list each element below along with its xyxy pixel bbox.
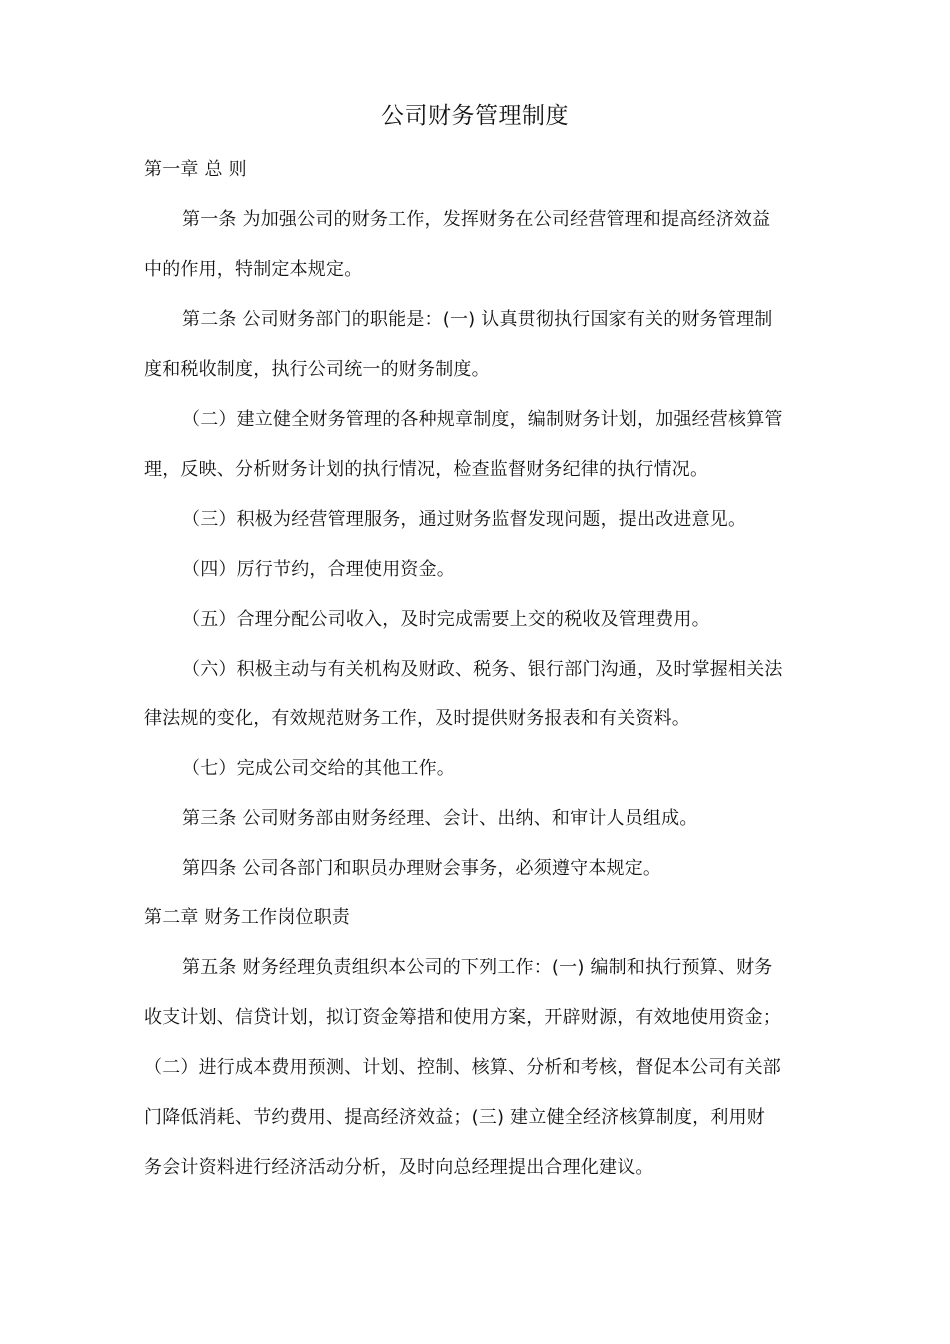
article-3-line: 第三条 公司财务部由财务经理、会计、出纳、和审计人员组成。 bbox=[182, 808, 698, 829]
item-6-line-2: 律法规的变化，有效规范财务工作，及时提供财务报表和有关资料。 bbox=[144, 708, 690, 729]
item-7-line: （七）完成公司交给的其他工作。 bbox=[182, 758, 455, 779]
article-5-line-5: 务会计资料进行经济活动分析，及时向总经理提出合理化建议。 bbox=[144, 1157, 654, 1178]
chapter-heading-1: 第一章 总 则 bbox=[144, 159, 247, 180]
item-2-line-2: 理，反映、分析财务计划的执行情况，检查监督财务纪律的执行情况。 bbox=[144, 459, 709, 480]
item-6-line-1: （六）积极主动与有关机构及财政、税务、银行部门沟通，及时掌握相关法 bbox=[182, 659, 783, 680]
item-4-line: （四）厉行节约，合理使用资金。 bbox=[182, 559, 455, 580]
article-5-line-1: 第五条 财务经理负责组织本公司的下列工作：(一) 编制和执行预算、财务 bbox=[182, 957, 773, 978]
article-1-line-2: 中的作用，特制定本规定。 bbox=[144, 259, 363, 280]
article-4-line: 第四条 公司各部门和职员办理财会事务，必须遵守本规定。 bbox=[182, 858, 662, 879]
item-3-line: （三）积极为经营管理服务，通过财务监督发现问题，提出改进意见。 bbox=[182, 509, 747, 530]
article-2-line-1: 第二条 公司财务部门的职能是：(一) 认真贯彻执行国家有关的财务管理制 bbox=[182, 309, 773, 330]
article-5-line-2: 收支计划、信贷计划，拟订资金筹措和使用方案，开辟财源，有效地使用资金； bbox=[144, 1007, 781, 1028]
item-2-line-1: （二）建立健全财务管理的各种规章制度，编制财务计划，加强经营核算管 bbox=[182, 409, 783, 430]
item-5-line: （五）合理分配公司收入，及时完成需要上交的税收及管理费用。 bbox=[182, 609, 710, 630]
article-5-line-3: （二）进行成本费用预测、计划、控制、核算、分析和考核，督促本公司有关部 bbox=[144, 1057, 781, 1078]
document-title: 公司财务管理制度 bbox=[381, 103, 569, 129]
article-2-line-2: 度和税收制度，执行公司统一的财务制度。 bbox=[144, 359, 490, 380]
chapter-heading-2: 第二章 财务工作岗位职责 bbox=[144, 907, 351, 928]
article-1-line-1: 第一条 为加强公司的财务工作，发挥财务在公司经营管理和提高经济效益 bbox=[182, 209, 771, 230]
article-5-line-4: 门降低消耗、节约费用、提高经济效益；(三) 建立健全经济核算制度，利用财 bbox=[144, 1107, 765, 1128]
